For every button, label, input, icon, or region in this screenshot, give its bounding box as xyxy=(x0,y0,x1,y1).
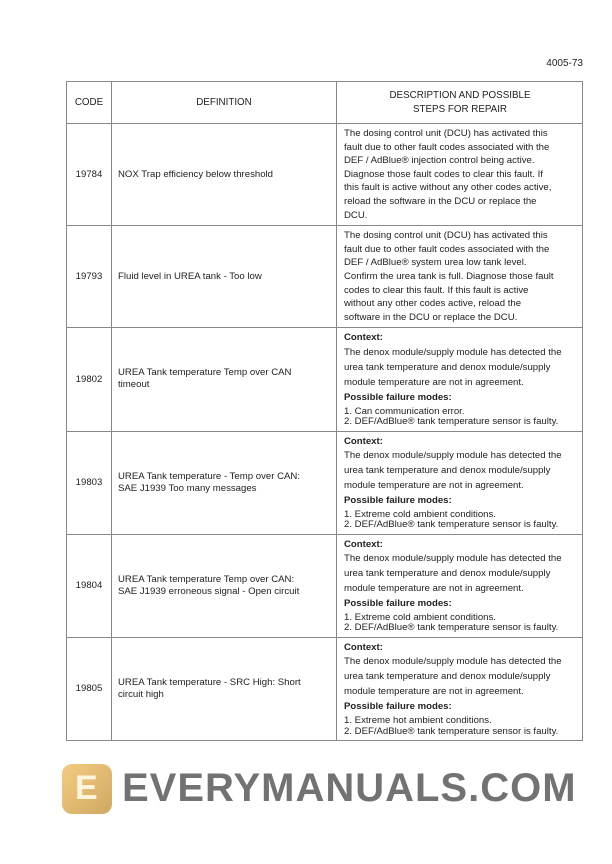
failure-modes-list: 1. Extreme hot ambient conditions. 2. DEF/AdBlue® tank temperature sensor is faulty. xyxy=(344,715,559,737)
watermark xyxy=(62,760,592,820)
code-cell: 19802 xyxy=(67,328,112,431)
context-label: Context: xyxy=(344,332,383,344)
failure-modes-label: Possible failure modes: xyxy=(344,701,452,713)
table-row xyxy=(67,328,583,431)
description-cell: The dosing control unit (DCU) has activated this fault due to other fault codes associated with the DEF / AdBlue® system urea low tank level. Confirm the urea tank is full. Diagnose those fault codes to clear this fault. If this fault is active without any other codes active, reload the software in the DCU or replace the DCU. xyxy=(337,226,583,328)
context-label: Context: xyxy=(344,538,383,550)
code-cell: 19803 xyxy=(67,431,112,534)
header-code: CODE xyxy=(67,82,112,124)
definition-cell: UREA Tank temperature Temp over CAN timeout xyxy=(112,328,337,431)
table-row xyxy=(67,534,583,637)
context-text: The denox module/supply module has detected the urea tank temperature and denox module/supply module temperature are not in agreement. xyxy=(344,553,562,595)
fault-code-table xyxy=(66,81,583,741)
context-label: Context: xyxy=(344,435,383,447)
failure-modes-list: 1. Can communication error. 2. DEF/AdBlue® tank temperature sensor is faulty. xyxy=(344,405,559,427)
failure-modes-label: Possible failure modes: xyxy=(344,598,452,610)
context-label: Context: xyxy=(344,641,383,653)
failure-modes-label: Possible failure modes: xyxy=(344,391,452,403)
table-header-row xyxy=(67,82,583,124)
failure-modes-list: 1. Extreme cold ambient conditions. 2. DEF/AdBlue® tank temperature sensor is faulty. xyxy=(344,611,559,634)
context-text: The denox module/supply module has detected the urea tank temperature and denox module/supply module temperature are not in agreement. xyxy=(344,346,562,388)
description-cell xyxy=(337,534,583,637)
definition-cell: NOX Trap efficiency below threshold xyxy=(112,124,337,226)
failure-modes-label: Possible failure modes: xyxy=(344,495,452,507)
table-row xyxy=(67,226,583,328)
definition-cell: Fluid level in UREA tank - Too low xyxy=(112,226,337,328)
code-cell: 19784 xyxy=(67,124,112,226)
context-text: The denox module/supply module has detected the urea tank temperature and denox module/supply module temperature are not in agreement. xyxy=(344,450,562,492)
definition-cell: UREA Tank temperature Temp over CAN: SAE J1939 erroneous signal - Open circuit xyxy=(112,534,337,637)
definition-cell: UREA Tank temperature - Temp over CAN: SAE J1939 Too many messages xyxy=(112,431,337,534)
context-text: The denox module/supply module has detected the urea tank temperature and denox module/supply module temperature are not in agreement. xyxy=(344,656,562,698)
description-cell xyxy=(337,637,583,740)
failure-modes-list: 1. Extreme cold ambient conditions. 2. DEF/AdBlue® tank temperature sensor is faulty. xyxy=(344,508,559,531)
watermark-text: EVERYMANUALS.COM xyxy=(122,766,577,810)
header-description: DESCRIPTION AND POSSIBLE STEPS FOR REPAIR xyxy=(337,82,583,124)
description-cell xyxy=(337,328,583,431)
watermark-logo xyxy=(62,764,112,814)
code-cell: 19793 xyxy=(67,226,112,328)
table-row xyxy=(67,124,583,226)
page-number: 4005-73 xyxy=(546,58,583,69)
table-row xyxy=(67,431,583,534)
header-definition: DEFINITION xyxy=(112,82,337,124)
description-cell xyxy=(337,431,583,534)
description-cell: The dosing control unit (DCU) has activated this fault due to other fault codes associated with the DEF / AdBlue® injection control being active. Diagnose those fault codes to clear this fault. If this fault is active without any other codes active, reload the software in the DCU or replace the DCU. xyxy=(337,124,583,226)
watermark-logo-letter: E xyxy=(75,769,98,807)
table-row xyxy=(67,637,583,740)
code-cell: 19805 xyxy=(67,637,112,740)
code-cell: 19804 xyxy=(67,534,112,637)
definition-cell: UREA Tank temperature - SRC High: Short circuit high xyxy=(112,637,337,740)
